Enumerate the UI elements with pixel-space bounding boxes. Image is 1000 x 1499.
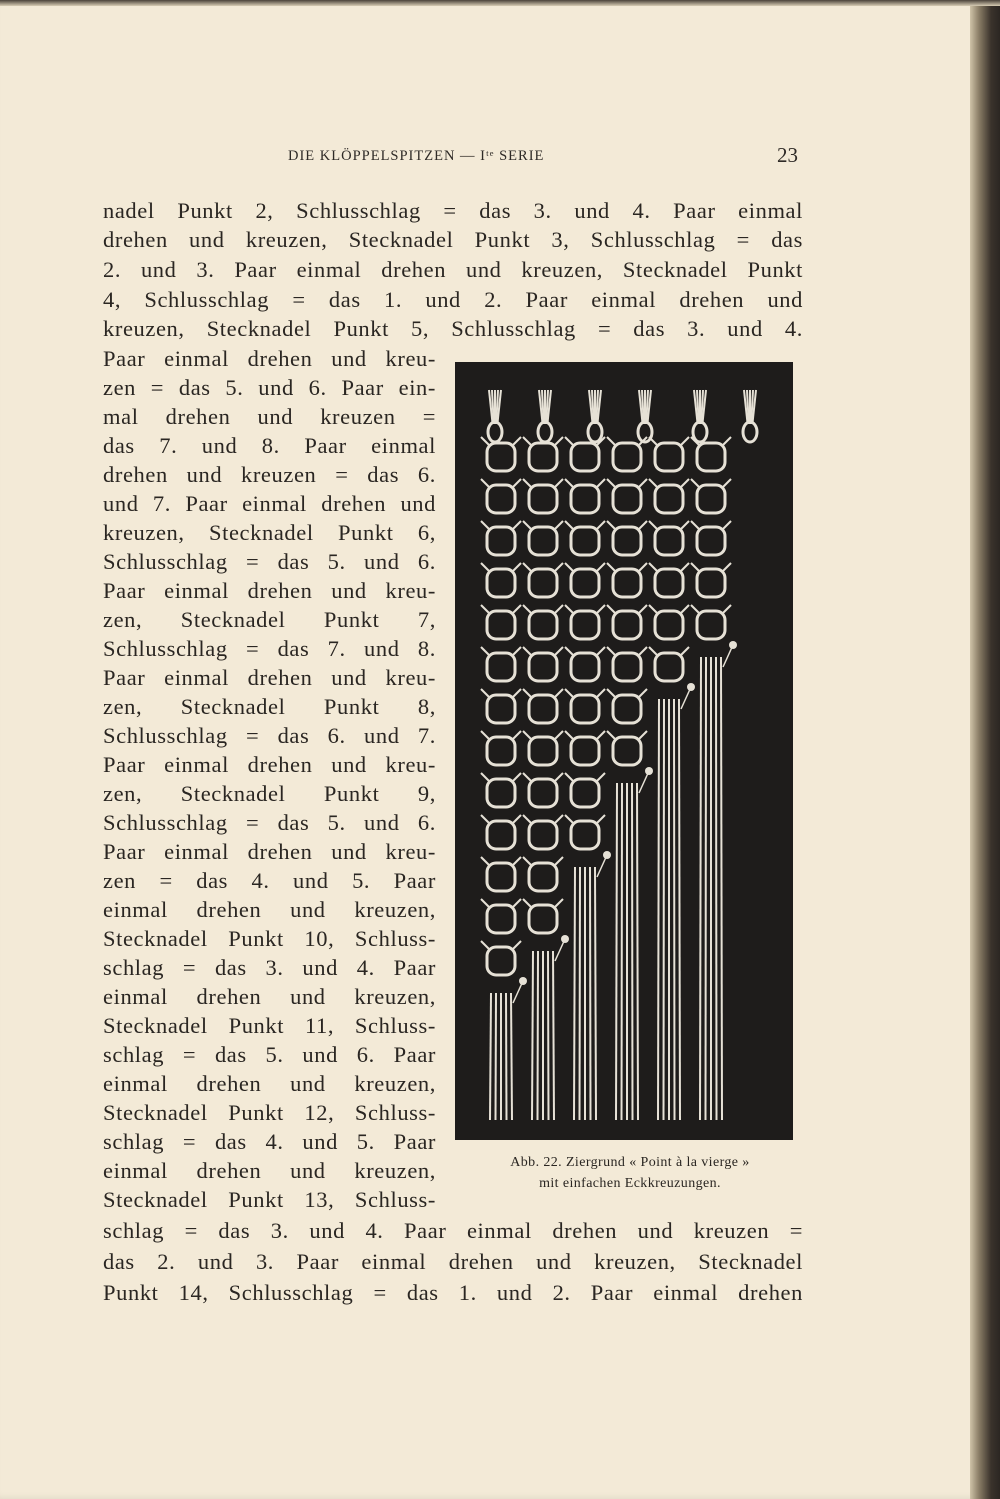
mesh-cross	[481, 437, 489, 445]
mesh-cross	[513, 689, 521, 697]
running-title: DIE KLÖPPELSPITZEN — Iᵗᵉ SERIE	[288, 148, 545, 164]
mesh-cross	[523, 689, 531, 697]
mesh-cross	[555, 899, 563, 907]
mesh-cross	[523, 731, 531, 739]
mesh-hole	[529, 569, 557, 597]
hanging-thread	[632, 783, 633, 1120]
mesh-cross	[565, 773, 573, 781]
mesh-cross	[639, 647, 647, 655]
mesh-cross	[597, 731, 605, 739]
text-line: Punkt 14, Schlusschlag = das 1. und 2. Paar einmal drehen	[103, 1280, 803, 1305]
mesh-cross	[513, 941, 521, 949]
mesh-cross	[681, 563, 689, 571]
mesh-cross	[691, 605, 699, 613]
mesh-hole	[613, 695, 641, 723]
mesh-cross	[607, 437, 615, 445]
hanging-thread	[590, 867, 591, 1120]
hanging-thread	[595, 867, 596, 1120]
mesh-cross	[607, 605, 615, 613]
mesh-hole	[529, 695, 557, 723]
pin-shaft	[639, 771, 649, 793]
mesh-hole	[571, 779, 599, 807]
mesh-hole	[487, 821, 515, 849]
text-line: Schlusschlag = das 5. und 6.	[103, 810, 436, 835]
text-line: kreuzen, Stecknadel Punkt 6,	[103, 520, 436, 545]
mesh-cross	[481, 815, 489, 823]
pin-shaft	[555, 939, 565, 961]
text-line: einmal drehen und kreuzen,	[103, 1158, 436, 1183]
mesh-hole	[487, 611, 515, 639]
mesh-cross	[555, 857, 563, 865]
pin-shaft	[513, 981, 523, 1003]
text-line: Paar einmal drehen und kreu-	[103, 665, 436, 690]
mesh-cross	[513, 899, 521, 907]
mesh-hole	[487, 569, 515, 597]
text-line: Schlusschlag = das 7. und 8.	[103, 636, 436, 661]
mesh-cross	[649, 563, 657, 571]
mesh-cross	[681, 479, 689, 487]
hanging-thread	[664, 699, 665, 1120]
pin-shaft	[681, 687, 691, 709]
hanging-thread	[674, 699, 675, 1120]
mesh-cross	[481, 899, 489, 907]
mesh-cross	[555, 689, 563, 697]
mesh-cross	[555, 479, 563, 487]
mesh-cross	[565, 815, 573, 823]
mesh-cross	[723, 605, 731, 613]
text-line: Schlusschlag = das 6. und 7.	[103, 723, 436, 748]
text-line: Stecknadel Punkt 13, Schluss-	[103, 1187, 436, 1212]
mesh-hole	[571, 611, 599, 639]
mesh-hole	[487, 443, 515, 471]
hanging-thread	[490, 993, 491, 1120]
mesh-hole	[613, 443, 641, 471]
mesh-hole	[487, 485, 515, 513]
text-line: Stecknadel Punkt 12, Schluss-	[103, 1100, 436, 1125]
mesh-cross	[597, 605, 605, 613]
mesh-hole	[487, 863, 515, 891]
mesh-hole	[571, 527, 599, 555]
mesh-hole	[487, 653, 515, 681]
mesh-hole	[655, 569, 683, 597]
pin-shaft	[723, 645, 733, 667]
mesh-hole	[487, 779, 515, 807]
mesh-hole	[697, 611, 725, 639]
mesh-hole	[697, 569, 725, 597]
mesh-cross	[681, 437, 689, 445]
mesh-hole	[529, 443, 557, 471]
mesh-hole	[529, 653, 557, 681]
mesh-cross	[691, 563, 699, 571]
text-line: 4, Schlusschlag = das 1. und 2. Paar einmal drehen und	[103, 287, 803, 312]
mesh-cross	[565, 437, 573, 445]
text-line: kreuzen, Stecknadel Punkt 5, Schlusschlag = das 3. und 4.	[103, 316, 803, 341]
mesh-cross	[481, 521, 489, 529]
text-line: nadel Punkt 2, Schlusschlag = das 3. und 4. Paar einmal	[103, 198, 803, 223]
text-line: mal drehen und kreuzen =	[103, 404, 436, 429]
mesh-cross	[513, 605, 521, 613]
mesh-cross	[597, 815, 605, 823]
hanging-thread	[506, 993, 507, 1120]
mesh-cross	[597, 479, 605, 487]
hanging-thread	[637, 783, 638, 1120]
text-line: Paar einmal drehen und kreu-	[103, 346, 436, 371]
mesh-cross	[555, 605, 563, 613]
mesh-cross	[565, 689, 573, 697]
mesh-hole	[487, 695, 515, 723]
text-line: 2. und 3. Paar einmal drehen und kreuzen, Stecknadel Punkt	[103, 257, 803, 282]
mesh-cross	[649, 605, 657, 613]
page-edge	[970, 0, 1000, 1499]
mesh-hole	[529, 821, 557, 849]
mesh-cross	[723, 521, 731, 529]
mesh-hole	[613, 569, 641, 597]
mesh-cross	[639, 521, 647, 529]
mesh-cross	[523, 437, 531, 445]
text-line: Paar einmal drehen und kreu-	[103, 752, 436, 777]
mesh-cross	[513, 773, 521, 781]
mesh-cross	[481, 479, 489, 487]
mesh-cross	[649, 647, 657, 655]
mesh-hole	[613, 527, 641, 555]
caption-line-1: Abb. 22. Ziergrund « Point à la vierge »	[510, 1155, 750, 1170]
mesh-hole	[571, 821, 599, 849]
mesh-cross	[607, 689, 615, 697]
page-number: 23	[777, 143, 798, 167]
text-line: zen, Stecknadel Punkt 8,	[103, 694, 436, 719]
mesh-hole	[571, 485, 599, 513]
mesh-cross	[723, 437, 731, 445]
text-line: Stecknadel Punkt 11, Schluss-	[103, 1013, 436, 1038]
mesh-cross	[681, 521, 689, 529]
mesh-hole	[697, 485, 725, 513]
mesh-hole	[529, 863, 557, 891]
hanging-thread	[716, 657, 717, 1120]
text-line: zen = das 5. und 6. Paar ein-	[103, 375, 436, 400]
mesh-cross	[513, 647, 521, 655]
hanging-thread	[658, 699, 659, 1120]
text-line: zen = das 4. und 5. Paar	[103, 868, 436, 893]
text-line: Paar einmal drehen und kreu-	[103, 839, 436, 864]
text-line: Paar einmal drehen und kreu-	[103, 578, 436, 603]
hanging-thread	[622, 783, 623, 1120]
hanging-thread	[532, 951, 533, 1120]
mesh-cross	[681, 647, 689, 655]
hanging-thread	[574, 867, 575, 1120]
text-line: zen, Stecknadel Punkt 9,	[103, 781, 436, 806]
text-line: schlag = das 5. und 6. Paar	[103, 1042, 436, 1067]
mesh-cross	[523, 563, 531, 571]
mesh-cross	[523, 815, 531, 823]
page-header	[103, 145, 803, 169]
hanging-thread	[553, 951, 554, 1120]
hanging-thread	[511, 993, 512, 1120]
mesh-cross	[639, 731, 647, 739]
mesh-hole	[487, 527, 515, 555]
mesh-cross	[639, 563, 647, 571]
mesh-hole	[529, 905, 557, 933]
text-line: einmal drehen und kreuzen,	[103, 897, 436, 922]
hanging-thread	[496, 993, 497, 1120]
mesh-cross	[555, 521, 563, 529]
mesh-cross	[565, 521, 573, 529]
mesh-cross	[523, 857, 531, 865]
mesh-cross	[565, 647, 573, 655]
mesh-hole	[529, 485, 557, 513]
mesh-hole	[655, 527, 683, 555]
mesh-cross	[723, 479, 731, 487]
mesh-hole	[571, 569, 599, 597]
mesh-cross	[555, 815, 563, 823]
hanging-thread	[580, 867, 581, 1120]
mesh-cross	[649, 521, 657, 529]
mesh-hole	[487, 905, 515, 933]
mesh-cross	[691, 479, 699, 487]
mesh-cross	[681, 605, 689, 613]
hanging-thread	[538, 951, 539, 1120]
text-line: schlag = das 4. und 5. Paar	[103, 1129, 436, 1154]
mesh-cross	[555, 773, 563, 781]
mesh-cross	[481, 731, 489, 739]
mesh-cross	[513, 857, 521, 865]
text-line: drehen und kreuzen = das 6.	[103, 462, 436, 487]
mesh-cross	[607, 521, 615, 529]
mesh-hole	[613, 485, 641, 513]
mesh-hole	[655, 443, 683, 471]
text-line: zen, Stecknadel Punkt 7,	[103, 607, 436, 632]
figure-caption	[455, 1152, 805, 1194]
mesh-cross	[481, 563, 489, 571]
text-line: schlag = das 3. und 4. Paar einmal drehen und kreuzen =	[103, 1218, 803, 1243]
mesh-cross	[513, 731, 521, 739]
mesh-cross	[607, 731, 615, 739]
mesh-cross	[597, 521, 605, 529]
mesh-cross	[565, 563, 573, 571]
text-line: und 7. Paar einmal drehen und	[103, 491, 436, 516]
mesh-cross	[555, 731, 563, 739]
mesh-hole	[655, 653, 683, 681]
mesh-cross	[597, 647, 605, 655]
top-edge	[0, 0, 1000, 6]
text-line: Schlusschlag = das 5. und 6.	[103, 549, 436, 574]
text-line: drehen und kreuzen, Stecknadel Punkt 3, Schlusschlag = das	[103, 227, 803, 252]
lace-figure	[455, 362, 793, 1140]
hanging-thread	[721, 657, 722, 1120]
mesh-hole	[571, 443, 599, 471]
hanging-thread	[616, 783, 617, 1120]
mesh-cross	[513, 563, 521, 571]
mesh-cross	[639, 479, 647, 487]
mesh-cross	[481, 605, 489, 613]
text-line: Stecknadel Punkt 10, Schluss-	[103, 926, 436, 951]
mesh-cross	[523, 899, 531, 907]
mesh-hole	[697, 527, 725, 555]
mesh-hole	[655, 611, 683, 639]
mesh-hole	[529, 737, 557, 765]
mesh-cross	[607, 563, 615, 571]
mesh-cross	[513, 479, 521, 487]
mesh-cross	[513, 437, 521, 445]
tassel-knot	[743, 422, 757, 442]
mesh-hole	[613, 653, 641, 681]
mesh-cross	[565, 479, 573, 487]
pin-shaft	[597, 855, 607, 877]
mesh-cross	[481, 773, 489, 781]
mesh-cross	[523, 647, 531, 655]
mesh-cross	[723, 563, 731, 571]
tassel-knot	[488, 422, 502, 442]
text-line: einmal drehen und kreuzen,	[103, 1071, 436, 1096]
text-line: das 2. und 3. Paar einmal drehen und kreuzen, Stecknadel	[103, 1249, 803, 1274]
hanging-thread	[706, 657, 707, 1120]
mesh-cross	[513, 815, 521, 823]
tassel-knot	[693, 422, 707, 442]
lace-illustration	[455, 362, 793, 1140]
mesh-cross	[639, 689, 647, 697]
mesh-cross	[513, 521, 521, 529]
mesh-hole	[571, 695, 599, 723]
mesh-hole	[613, 611, 641, 639]
mesh-cross	[597, 563, 605, 571]
mesh-cross	[607, 479, 615, 487]
mesh-hole	[529, 527, 557, 555]
mesh-cross	[649, 479, 657, 487]
mesh-hole	[487, 737, 515, 765]
mesh-cross	[555, 647, 563, 655]
mesh-cross	[481, 857, 489, 865]
mesh-cross	[607, 647, 615, 655]
mesh-cross	[481, 941, 489, 949]
mesh-hole	[613, 737, 641, 765]
text-line: einmal drehen und kreuzen,	[103, 984, 436, 1009]
mesh-cross	[481, 647, 489, 655]
mesh-cross	[555, 563, 563, 571]
mesh-cross	[565, 731, 573, 739]
mesh-cross	[565, 605, 573, 613]
tassel-knot	[588, 422, 602, 442]
mesh-hole	[529, 779, 557, 807]
mesh-cross	[691, 521, 699, 529]
mesh-cross	[481, 689, 489, 697]
mesh-hole	[571, 653, 599, 681]
mesh-cross	[639, 605, 647, 613]
caption-line-2: mit einfachen Eckkreuzungen.	[539, 1176, 721, 1191]
text-line: schlag = das 3. und 4. Paar	[103, 955, 436, 980]
mesh-hole	[487, 947, 515, 975]
mesh-hole	[697, 443, 725, 471]
mesh-cross	[523, 521, 531, 529]
mesh-cross	[597, 773, 605, 781]
text-line: das 7. und 8. Paar einmal	[103, 433, 436, 458]
mesh-cross	[523, 479, 531, 487]
tassel-knot	[538, 422, 552, 442]
hanging-thread	[679, 699, 680, 1120]
mesh-hole	[529, 611, 557, 639]
mesh-hole	[571, 737, 599, 765]
hanging-thread	[548, 951, 549, 1120]
hanging-thread	[700, 657, 701, 1120]
mesh-cross	[523, 773, 531, 781]
mesh-cross	[555, 437, 563, 445]
mesh-cross	[523, 605, 531, 613]
mesh-cross	[597, 689, 605, 697]
mesh-hole	[655, 485, 683, 513]
